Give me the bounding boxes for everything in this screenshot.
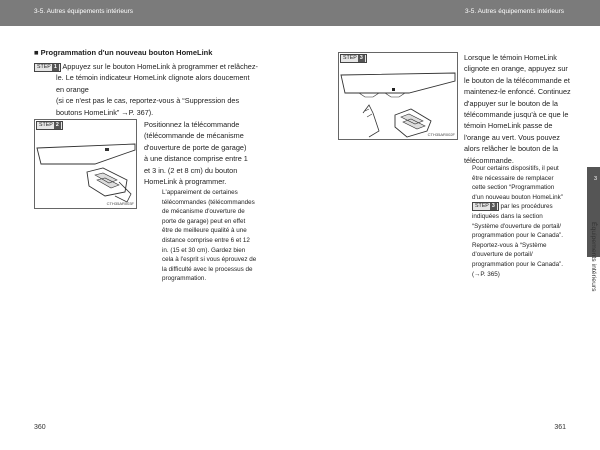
step-2-line: d'ouverture de porte de garage) bbox=[144, 142, 247, 152]
mirror-remote-illustration bbox=[35, 120, 136, 208]
header-right-title: 3-5. Autres équipements intérieurs bbox=[465, 8, 564, 15]
note-line: Pour certains dispositifs, il peut bbox=[472, 165, 559, 172]
note-line: cette section “Programmation bbox=[472, 184, 555, 192]
mirror-press-illustration bbox=[339, 53, 457, 139]
note-line: de mécanisme d'ouverture de bbox=[162, 208, 245, 216]
step-3-line: télécommande. bbox=[464, 155, 514, 165]
note-line: in. (15 et 30 cm). Gardez bien bbox=[162, 246, 246, 254]
step-3-line: Lorsque le témoin HomeLink bbox=[464, 53, 557, 62]
note-line: d'ouverture de portail/ bbox=[472, 251, 533, 259]
step-1-line: le. Le témoin indicateur HomeLink clignote alors doucement bbox=[56, 73, 250, 83]
section-title-text: Programmation d'un nouveau bouton HomeLink bbox=[40, 48, 213, 57]
note-line: L'appareiment de certaines bbox=[162, 189, 238, 196]
step-2-line: Positionnez la télécommande bbox=[144, 120, 240, 129]
note-line: “Système d'ouverture de portail/ bbox=[472, 222, 562, 230]
section-title bbox=[34, 48, 274, 57]
square-bullet: ■ bbox=[34, 48, 39, 57]
page-number-left: 360 bbox=[34, 424, 46, 431]
note-line: d'un nouveau bouton HomeLink” bbox=[472, 193, 563, 201]
step-3-line: alors relâcher le bouton de la bbox=[464, 144, 559, 154]
step-3-line: télécommande jusqu'à ce que le bbox=[464, 110, 569, 120]
header-left-title: 3-5. Autres équipements intérieurs bbox=[34, 8, 133, 15]
note-line: programmation. bbox=[162, 275, 207, 283]
figure-step-2-badge: STEP 2 bbox=[36, 121, 63, 130]
note-line: indiquées dans la section bbox=[472, 212, 543, 220]
step-3-line: témoin HomeLink passe de bbox=[464, 121, 553, 131]
note-line: télécommandes (télécommandes bbox=[162, 198, 255, 206]
step-1-badge: STEP 1 bbox=[34, 63, 61, 72]
figure-code: CTH35AR003F bbox=[106, 201, 134, 206]
note-line: porte de garage) peut en effet bbox=[162, 217, 246, 225]
step-2-line: (télécommande de mécanisme bbox=[144, 131, 244, 141]
note-line: être nécessaire de remplacer bbox=[472, 174, 554, 182]
step-3-line: clignote en orange, appuyez sur bbox=[464, 64, 568, 74]
note-line: programmation pour le Canada”. bbox=[472, 232, 564, 240]
note-line: (→P. 365) bbox=[472, 270, 500, 278]
figure-step-2 bbox=[34, 119, 137, 209]
step-1-line: STEP 1 Appuyez sur le bouton HomeLink à programmer et relâchez- bbox=[34, 61, 274, 72]
step-1 bbox=[34, 61, 274, 118]
step-3-line: l'orange au vert. Vous pouvez bbox=[464, 132, 560, 142]
step-2-text bbox=[144, 119, 273, 187]
figure-step-3-badge: STEP 3 bbox=[340, 54, 367, 63]
step-1-line: (si ce n'est pas le cas, reportez-vous à “Suppression des bbox=[56, 96, 240, 106]
figure-code: CTH35AR002F bbox=[427, 132, 455, 137]
page-header bbox=[0, 0, 600, 26]
step-1-line: boutons HomeLink” →P. 367). bbox=[56, 107, 154, 117]
note-line: programmation pour le Canada”. bbox=[472, 260, 564, 268]
step-3-line: maintenez-le enfoncé. Continuez bbox=[464, 87, 571, 97]
page-number-right: 361 bbox=[554, 424, 566, 431]
note-line: la difficulté avec le processus de bbox=[162, 265, 253, 273]
note-line: STEP 3 par les procédures bbox=[472, 202, 575, 212]
step-1-line: en orange bbox=[56, 84, 89, 94]
step-3-text bbox=[464, 52, 576, 166]
step-2-note bbox=[162, 188, 270, 284]
chapter-label: Équipements intérieurs bbox=[590, 222, 597, 292]
step-2-line: HomeLink à programmer. bbox=[144, 177, 227, 187]
step-3-note bbox=[472, 164, 575, 279]
note-line: Reportez-vous à “Système bbox=[472, 241, 547, 249]
step-2-line: et 3 in. (2 et 8 cm) du bouton bbox=[144, 165, 238, 175]
step-3-line: le bouton de la télécommande et bbox=[464, 75, 570, 85]
note-line: cela à l'esprit si vous éprouvez de bbox=[162, 256, 257, 264]
step-3-line: d'appuyer sur le bouton de la bbox=[464, 98, 558, 108]
figure-step-3 bbox=[338, 52, 458, 140]
note-line: distance comprise entre 6 et 12 bbox=[162, 236, 250, 244]
note-step-3-badge: STEP 3 bbox=[472, 202, 499, 211]
step-2-line: à une distance comprise entre 1 bbox=[144, 154, 248, 164]
chapter-number: 3 bbox=[593, 176, 597, 182]
note-line: être de meilleure qualité à une bbox=[162, 227, 247, 235]
